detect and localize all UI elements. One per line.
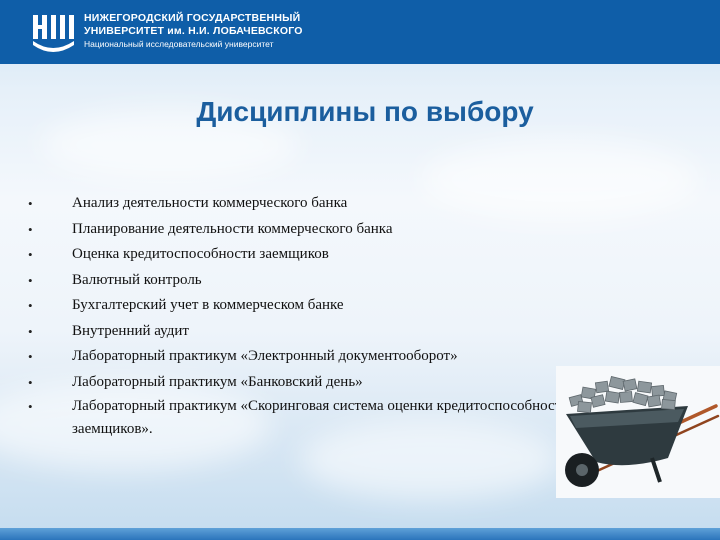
- wheelbarrow-with-stones-icon: [556, 366, 720, 498]
- slide-title: Дисциплины по выбору: [196, 96, 534, 127]
- list-item-text: Анализ деятельности коммерческого банка: [72, 195, 348, 211]
- list-item-text: Лабораторный практикум «Электронный документооборот»: [72, 348, 458, 364]
- list-item-text: Оценка кредитоспособности заемщиков: [72, 246, 329, 262]
- bullet-icon: •: [28, 298, 33, 313]
- list-item: [24, 319, 584, 345]
- bullet-icon: •: [28, 399, 33, 414]
- list-item: [24, 293, 584, 319]
- bullet-icon: •: [28, 272, 33, 288]
- list-item-text: Лабораторный практикум «Скоринговая система оценки кредитоспособности заемщиков».: [72, 398, 570, 437]
- list-item: [24, 217, 584, 243]
- list-item: [24, 370, 584, 396]
- bullet-icon: •: [28, 221, 33, 237]
- list-item-text: Планирование деятельности коммерческого банка: [72, 220, 393, 237]
- bullet-icon: •: [28, 374, 33, 390]
- nnu-logo-icon: [30, 9, 76, 55]
- list-item-text: Внутренний аудит: [72, 322, 189, 339]
- list-item: [24, 395, 584, 441]
- footer-bar: [0, 528, 720, 540]
- list-item: [24, 191, 584, 217]
- list-item: [24, 242, 584, 268]
- list-item-text: Валютный контроль: [72, 271, 202, 288]
- list-item-text: Лабораторный практикум «Банковский день»: [72, 373, 363, 390]
- list-item-text: Бухгалтерский учет в коммерческом банке: [72, 297, 344, 313]
- list-item: [24, 268, 584, 294]
- slide-title-container: [0, 96, 720, 128]
- university-name-line2: УНИВЕРСИТЕТ им. Н.И. ЛОБАЧЕВСКОГО: [84, 25, 303, 37]
- list-item: [24, 344, 584, 370]
- discipline-list: [24, 191, 584, 441]
- bullet-icon: •: [28, 323, 33, 339]
- university-subtitle: Национальный исследовательский университет: [84, 39, 274, 49]
- university-name-line1: НИЖЕГОРОДСКИЙ ГОСУДАРСТВЕННЫЙ: [84, 12, 301, 24]
- header-bar: [0, 0, 720, 64]
- university-name: [84, 12, 303, 51]
- bullet-icon: •: [28, 349, 33, 364]
- bullet-icon: •: [28, 196, 33, 211]
- bullet-icon: •: [28, 247, 33, 262]
